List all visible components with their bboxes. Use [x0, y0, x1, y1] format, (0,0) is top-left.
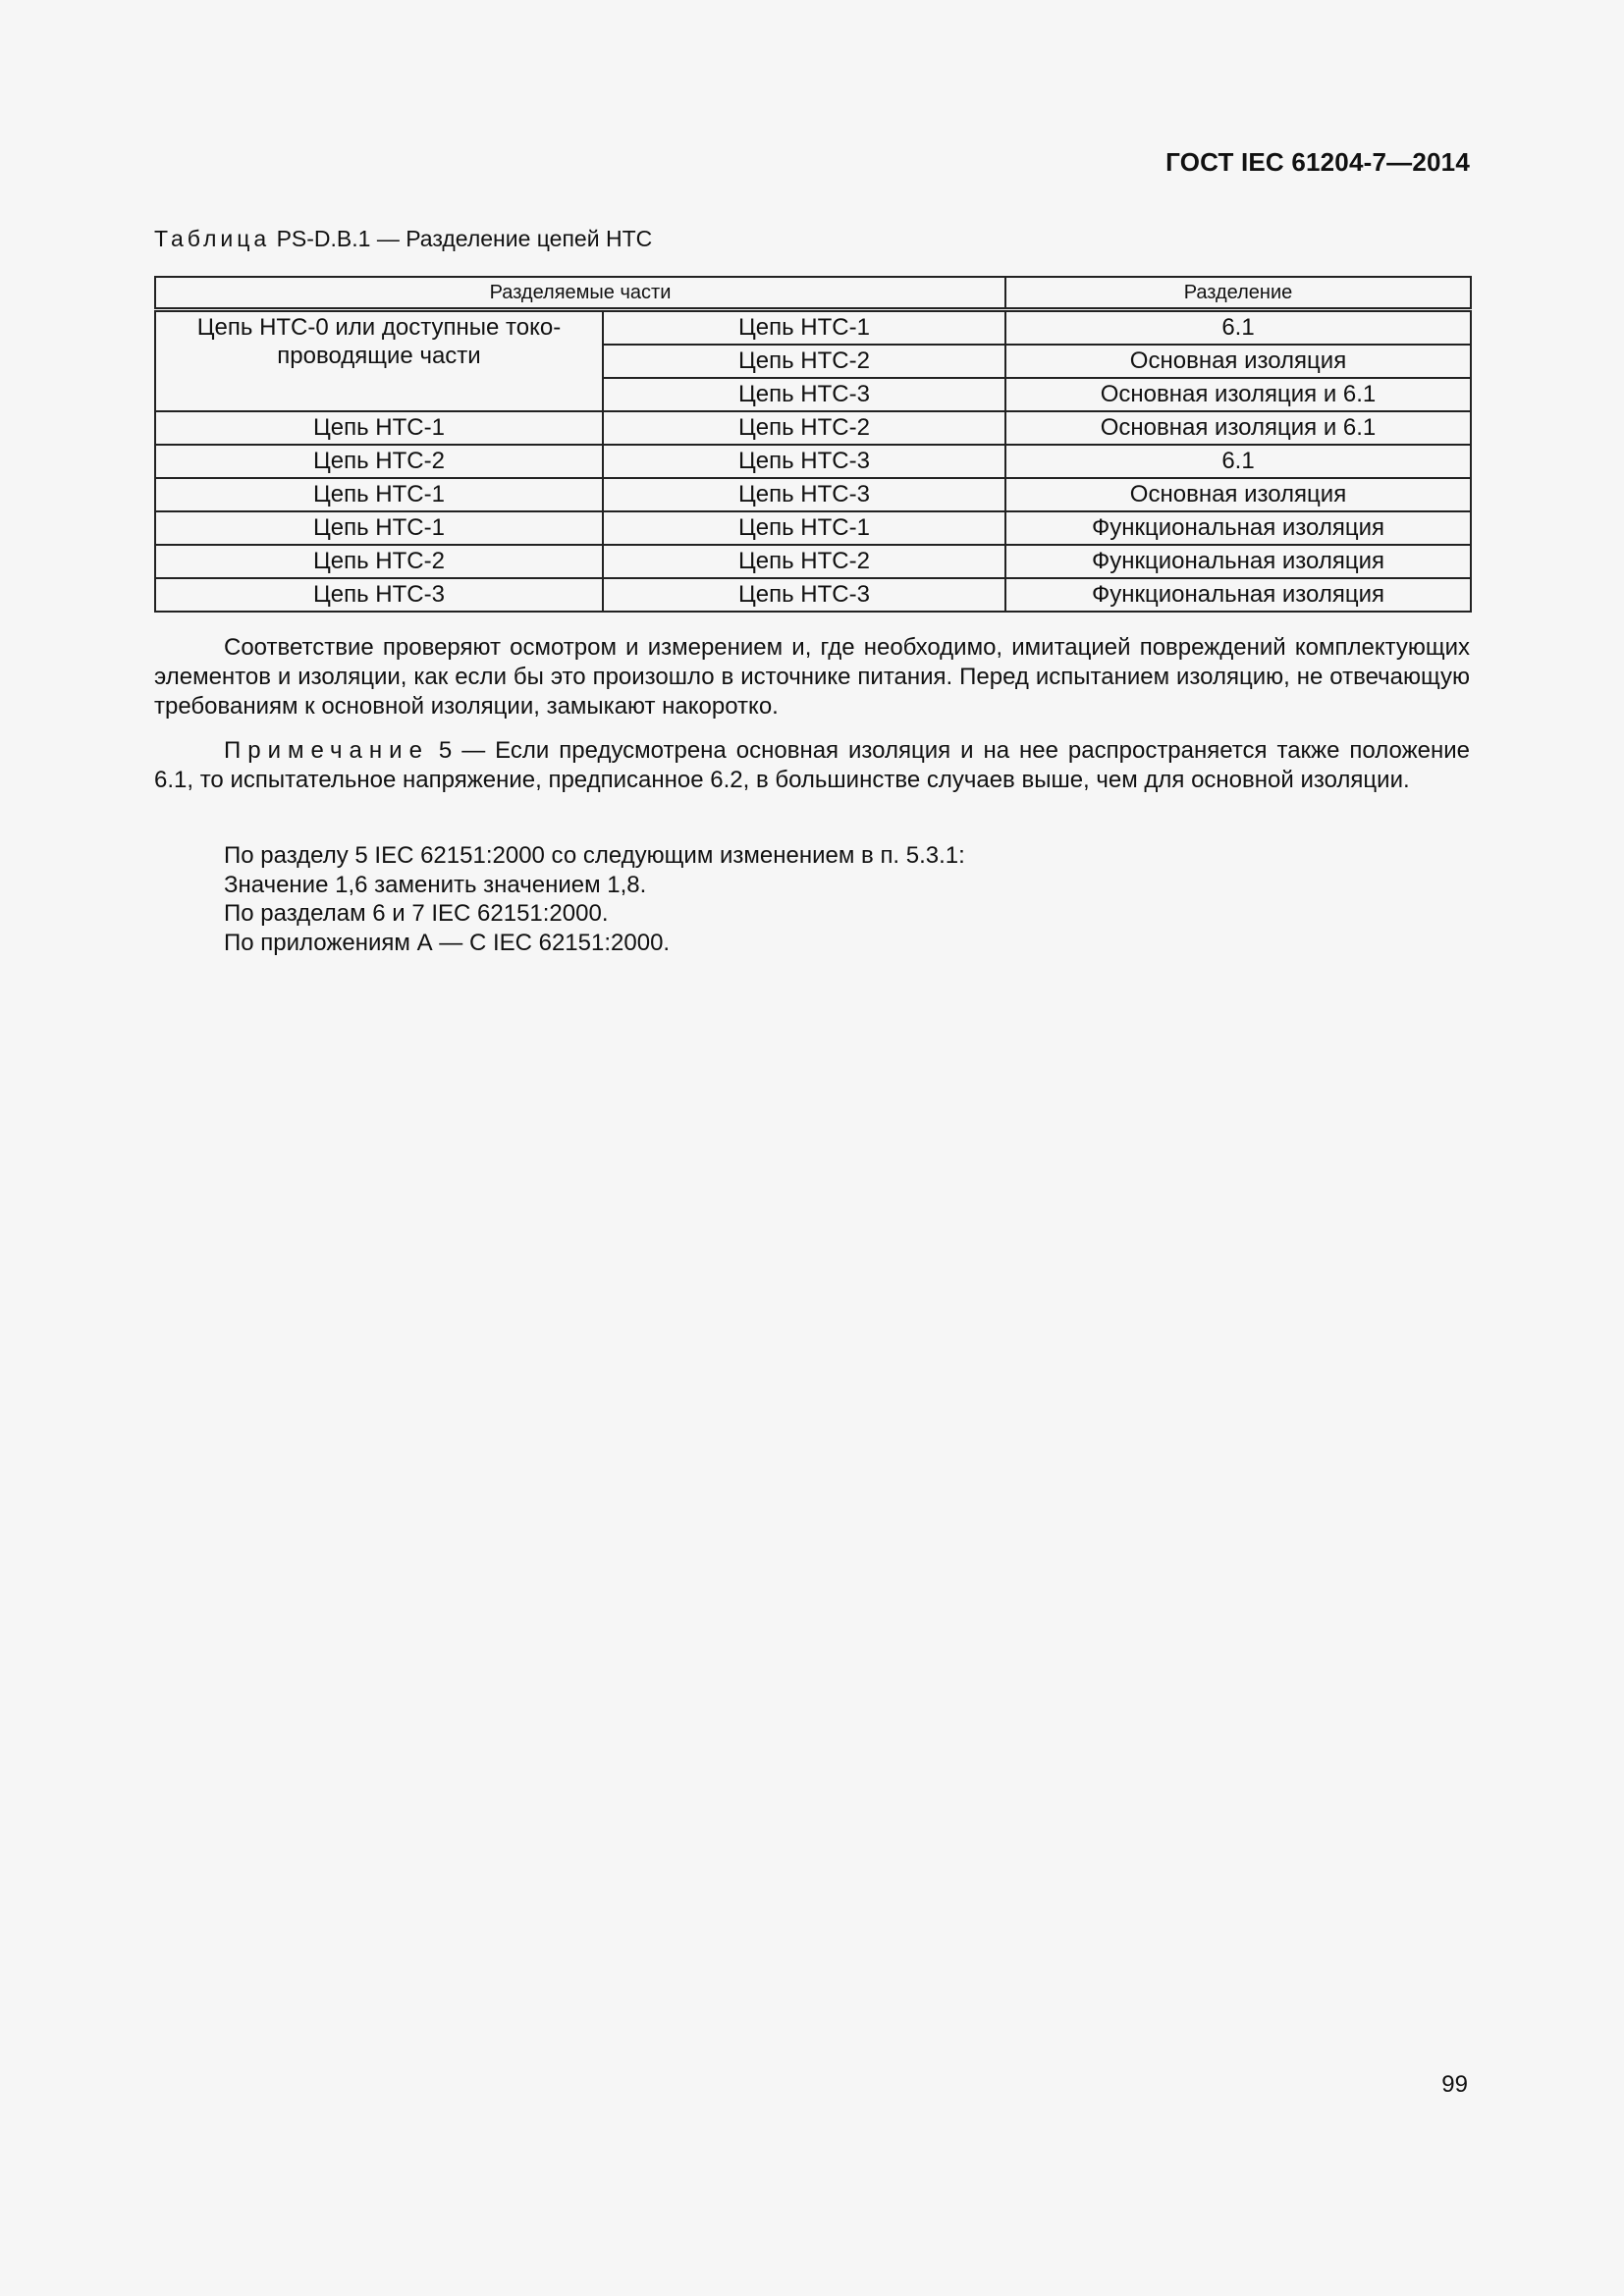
table-row [155, 511, 1471, 545]
table-cell: Функциональная изоляция [1005, 511, 1471, 545]
table-cell: Основная изоляция и 6.1 [1005, 411, 1471, 445]
separation-table [154, 276, 1472, 613]
reference-line: По разделу 5 IEC 62151:2000 со следующим изменением в п. 5.3.1: [224, 842, 965, 869]
page-number: 99 [1441, 2071, 1468, 2098]
compliance-paragraph: Соответствие проверяют осмотром и измерением и, где необходимо, имитацией повреждений комплектующих элементов и изоляции, как если бы это произошло в источнике питания. Перед испытанием изоляцию, не отвечающую требованиям к основной изоляции, замыкают накоротко. [154, 634, 1470, 720]
table-cell: Основная изоляция [1005, 345, 1471, 378]
table-cell-group-left: Цепь НТС-0 или доступные токо-проводящие части [155, 310, 603, 412]
table-row [155, 411, 1471, 445]
header-separation: Разделение [1005, 277, 1471, 310]
table-cell: Основная изоляция и 6.1 [1005, 378, 1471, 411]
table-caption-label: Таблица [154, 226, 271, 251]
table-cell: Основная изоляция [1005, 478, 1471, 511]
table-cell: Цепь НТС-3 [603, 478, 1005, 511]
table-cell: Цепь НТС-1 [155, 411, 603, 445]
table-cell: Цепь НТС-1 [155, 511, 603, 545]
table-cell: Цепь НТС-1 [603, 310, 1005, 346]
table-caption-text: PS-D.B.1 — Разделение цепей НТС [276, 226, 653, 251]
table-cell: Цепь НТС-2 [155, 545, 603, 578]
note-paragraph [154, 736, 1470, 795]
table-cell: Цепь НТС-3 [603, 378, 1005, 411]
table-cell: Цепь НТС-3 [155, 578, 603, 612]
reference-line: По разделам 6 и 7 IEC 62151:2000. [224, 900, 609, 927]
table-cell: Цепь НТС-2 [603, 411, 1005, 445]
table-cell: Цепь НТС-1 [603, 511, 1005, 545]
table-row [155, 545, 1471, 578]
header-separated-parts: Разделяемые части [155, 277, 1005, 310]
table-cell: 6.1 [1005, 445, 1471, 478]
table-row [155, 445, 1471, 478]
table-row [155, 310, 1471, 346]
reference-line: По приложениям А — С IEC 62151:2000. [224, 930, 671, 956]
table-cell: Цепь НТС-3 [603, 578, 1005, 612]
table-cell: Функциональная изоляция [1005, 545, 1471, 578]
document-code: ГОСТ IEC 61204-7—2014 [1165, 147, 1470, 177]
table-row [155, 578, 1471, 612]
table-cell: Цепь НТС-3 [603, 445, 1005, 478]
table-cell: Функциональная изоляция [1005, 578, 1471, 612]
table-cell: Цепь НТС-2 [603, 545, 1005, 578]
table-caption [154, 226, 652, 252]
table-cell: Цепь НТС-2 [155, 445, 603, 478]
table-row [155, 478, 1471, 511]
note-label: Примечание [224, 737, 429, 764]
reference-line: Значение 1,6 заменить значением 1,8. [224, 872, 647, 898]
table-cell: 6.1 [1005, 310, 1471, 346]
table-cell: Цепь НТС-1 [155, 478, 603, 511]
table-header-row [155, 277, 1471, 310]
note-text: 5 — Если предусмотрена основная изоляция и на нее распространяется также положение 6.1, то испытательное напряжение, предписанное 6.2, в большинстве случаев выше, чем для основной изоляции. [154, 737, 1471, 793]
table-cell: Цепь НТС-2 [603, 345, 1005, 378]
